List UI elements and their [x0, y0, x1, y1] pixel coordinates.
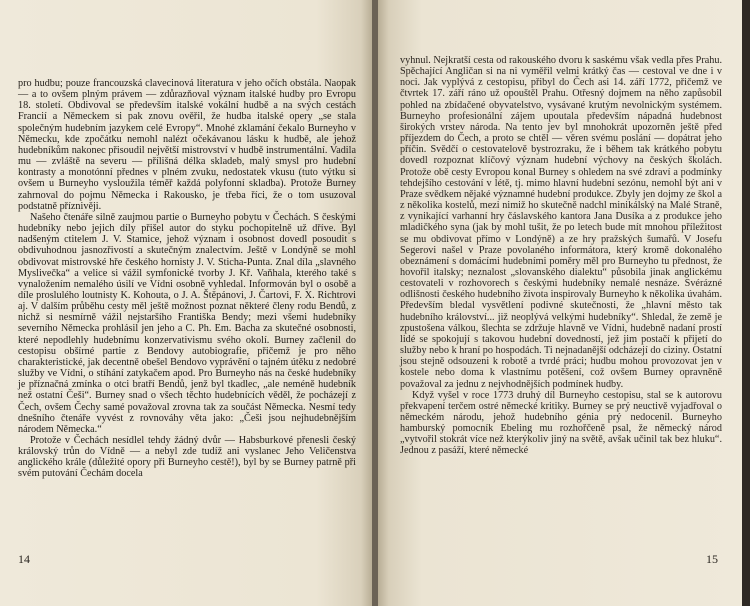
left-paragraph-2: Našeho čtenáře silně zaujmou partie o Burneyho pobytu v Čechách. S českými hudebníky nebo jejich díly přišel autor do styku pochopitelně už dříve. Byl nadšeným ctitelem J. V. Stamice, jehož význam i osobnost dovedl posoudit s obdivuhodnou jasnozřivostí a skutečným znalectvím. Ještě v Londýně se mohl obdivovat mistrovské hře českého hornisty J. V. Sticha-Punta. Znal díla „slavného Myslivečka“ a velice si vážil symfonické tvorby J. Kř. Vaňhala, kterého také s vynaložením nemalého úsilí ve Vídni osobně vyhledal. Informován byl o osobě a díle proslulého loutnisty K. Kohouta, o J. A. Štěpánovi, J. Čartovi, F. X. Richtrovi aj. V dalším průběhu cesty měl ještě možnost poznat některé členy rodu Bendů, z nichž si nesmírně vážil nejstaršího Františka Bendy; mezi všemi hudebníky severního Německa prohlásil jen jeho a C. Ph. Em. Bacha za skutečné osobnosti, které nepodlehly hudebnímu konzervativismu svého okolí. Burney začlenil do cestopisu obšírné partie z Bendovy autobiografie, přičemž je pro něho charakteristické, jak decentně obešel Bendovo vyprávění o tajném útěku z nedobré služby ve Vídni, o stíhání zatykačem apod. Pro Burneyho nás na české hudebníky je příznačná zmínka o otci bratří Bendů, jenž byl tkadlec, „ale neméně hudebník než ostatní Češi“. Burney snad o všech těchto hudebnících věděl, že pocházejí z Čech, ovšem Čechy samé považoval zrovna tak za součást Německa. Nesmí tedy dnešního čtenáře vyvést z rovnováhy věta jako: „Češi jsou nejhudebnějším národem Německa.“ — [18, 211, 356, 435]
left-page-number: 14 — [18, 552, 30, 566]
right-paragraph-2: Když vyšel v roce 1773 druhý díl Burneyho cestopisu, stal se k autorovu překvapení terčem ostré německé kritiky. Burney se prý neuctivě vyjadřoval o německém národu, jehož hudebního génia prý nedocenil. Burneyho hamburský pomocník Ebeling mu rozhořčeně psal, že německý národ „vytvořil stokrát více než kterýkoliv jiný na světě, avšak učinil tak bez hluku“. Jednou z pasáží, které německé — [400, 389, 722, 457]
right-page-number: 15 — [706, 552, 718, 566]
right-page-body — [400, 55, 722, 457]
right-paragraph-1: vyhnul. Nejkratší cesta od rakouského dvoru k saskému však vedla přes Prahu. Spěchající Angličan si na ni vyměřil velmi krátký čas — cestoval ve dne i v noci. Jak vyplývá z cestopisu, přibyl do Čech asi 14. září 1772, přičemž ve čtvrtek 17. září ráno už opouštěl Prahu. Otřesný dojmem na něho zapůsobil pohled na zbídačené obyvatelstvo, vysávané krutým nevolnickým systémem. Burneyho profesionální zájem upoutala především nápadná hudebnost širokých vrstev národa. Na tento jev byl mnohokrát upozorněn ještě před příjezdem do Čech, a proto se chtěl — věren svému poslání — dopátrat jeho příčin. Svědčí o cestovatelově bystrozraku, že i během tak krátkého pobytu dovedl rozpoznat klíčový význam hudební výchovy na českých školách. Protože obě cesty Evropou konal Burney s ohledem na své zdraví a podmínky tehdejšího cestování v létě, tj. mimo hlavní hudební sezónu, nemohl být ani v Praze svědkem nějaké významné hudební produkce. Zbyly jen dojmy ze škol a z několika kostelů, mezi nimiž ho skutečně nadchl minikálský na Malé Straně, z vynikající varhanní hry čáslavského kantora Jana Dusíka a z produkce jeho mladičkého syna (jak by mohl tušit, že po letech bude mít mnohou příležitost se mu obdivovat přímo v Londýně) a ze hry pražských šumařů. V Josefu Segerovi našel v Praze povolaného informátora, který kromě dokonalého obeznámení s domácími hudebními poměry měl pro Burneyho tu přednost, že hovořil italsky; neznalost „slovanského dialektu“ působila jinak anglickému cestovateli v rozhovorech s českými hudebníky nemalé nesnáze. Svérázné odlišnosti českého hudebního života inspirovaly Burneyho k několika úvahám. Především bledal vysvětlení podivné skutečnosti, že „hlavní město tak hudebního království... již neoplývá velkými hudebníky“. Shledal, že země je zpustošena válkou, šlechta se zdržuje hlavně ve Vídni, hudebně nadaní prostí lidé se spokojují s takovou hudební dovedností, jež jim postačí k přijetí do služby nebo k hraní po hospodách. Ti nejnadanější odcházejí do ciziny. Ostatní jsou stejně odsouzeni k robotě a tvrdé práci; hudbu mohou provozovat jen v kostele nebo doma k vlastnímu potěšení, což ovšem Burney opravněně považoval za jednu z nejvhodnějších podmínek hudby. — [400, 55, 722, 390]
left-page — [0, 0, 372, 606]
left-paragraph-3: Protože v Čechách nesídlel tehdy žádný dvůr — Habsburkové přenesli český královský trůn do Vídně — a nebyl zde tudíž ani vyslanec Jeho Veličenstva anglického krále (důležité opory při Burneyho cestě!), byl by se Burney patrně při svém putování Čechám docela — [18, 435, 356, 480]
page-edge — [742, 0, 750, 606]
left-page-body — [18, 78, 356, 480]
left-paragraph-1: pro hudbu; pouze francouzská clavecinová literatura v jeho očích obstála. Naopak — a to ovšem plným právem — zdůrazňoval význam italské hudby pro Evropu 18. století. Obdivoval se především italské vokální hudbě a na svých cestách Francií a Německem si pak znovu ověřil, že hudba italské opery „se stala společným hudebním jazykem celé Evropy“. Mnohé zklamání čekalo Burneyho v Německu, kde zpočátku nemohl nalézt očekávanou lásku k hudbě, ale jehož hudebníkům nakonec přisoudil největší mistrovství v hudbě instrumentální. Vadila mu — zvláště na severu — přílišná délka skladeb, malý smysl pro hudební kontrasty a monotónní přednes v plném zvuku, nedostatek vkusu (tuto výtku si ovšem u Burneyho vysloužila téměř každá polyfonní skladba). Protože Burney zahrnoval do pojmu Německa i Rakousko, je třeba říci, že o tom usuzoval podstatně příznivěji. — [18, 78, 356, 212]
right-page — [378, 0, 742, 606]
